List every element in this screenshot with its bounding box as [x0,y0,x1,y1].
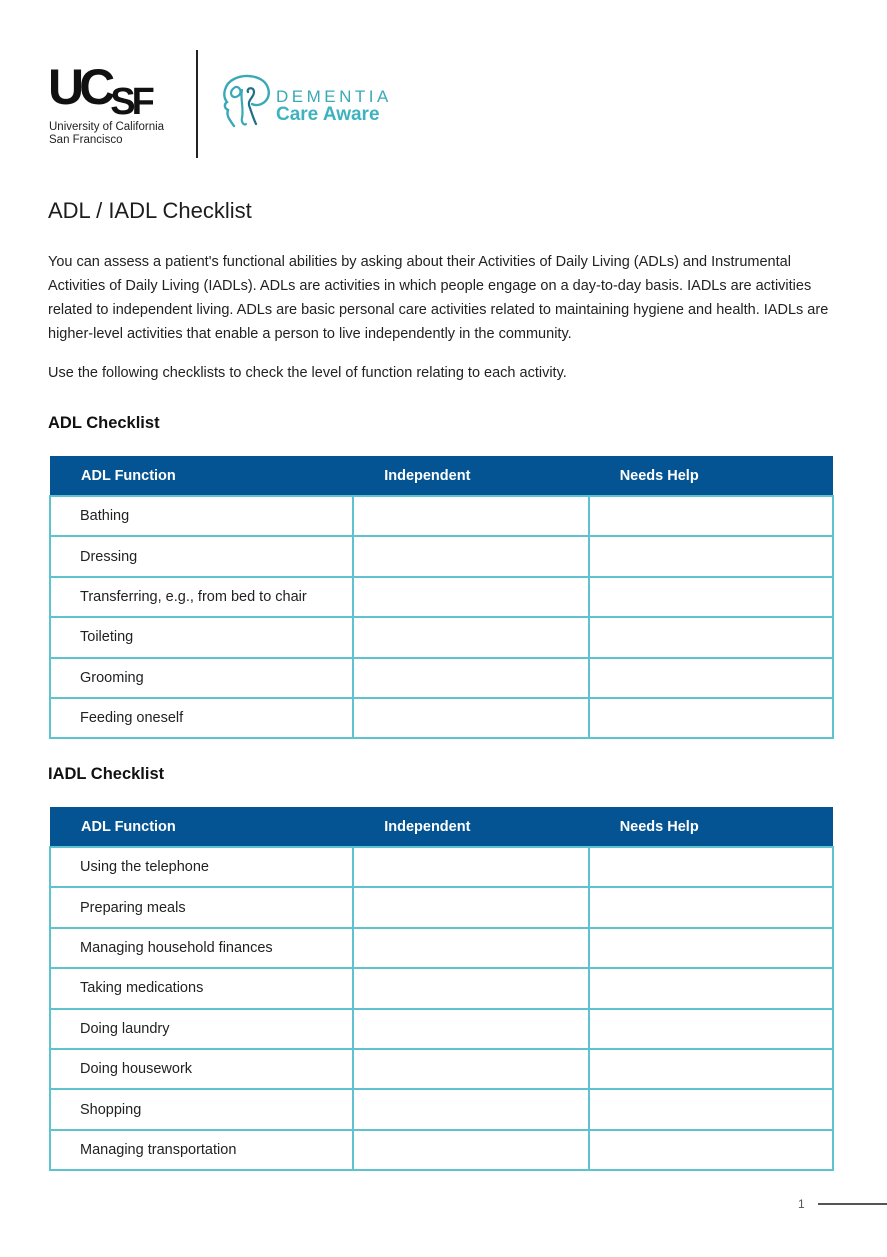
independent-cell[interactable] [353,1049,588,1089]
ucsf-line2: San Francisco [49,134,123,146]
dca-logo-line2: Care Aware [276,104,380,125]
activity-label: Doing laundry [50,1009,353,1049]
independent-cell[interactable] [353,1089,588,1129]
table-row [50,1089,833,1129]
independent-cell[interactable] [353,536,589,576]
dementia-care-aware-logo [220,74,420,130]
needs-help-cell[interactable] [589,577,833,617]
column-header-needs-help: Needs Help [589,456,833,496]
independent-cell[interactable] [353,1130,588,1170]
activity-label: Preparing meals [50,887,353,927]
independent-cell[interactable] [353,968,588,1008]
independent-cell[interactable] [353,1009,588,1049]
column-header-function: ADL Function [50,456,353,496]
table-row [50,496,833,536]
independent-cell[interactable] [353,617,589,657]
adl-checklist-heading: ADL Checklist [48,414,160,432]
column-header-needs-help: Needs Help [589,807,833,847]
activity-label: Toileting [50,617,353,657]
column-header-independent: Independent [353,456,589,496]
activity-label: Managing household finances [50,928,353,968]
independent-cell[interactable] [353,847,588,887]
logo-divider [196,50,198,158]
needs-help-cell[interactable] [589,1049,833,1089]
intro-paragraph: You can assess a patient's functional abilities by asking about their Activities of Daily Living (ADLs) and Instrumental Activities of Daily Living (IADLs). ADLs are activities in which people engage on a day-to-day basis. IADLs are activities related to independent living. ADLs are basic personal care activities related to maintaining hygiene and health. IADLs are higher-level activities that enable a person to live independently in the community. [48,254,829,342]
table-row [50,1009,833,1049]
table-row [50,698,833,738]
independent-cell[interactable] [353,658,589,698]
table-row [50,847,833,887]
needs-help-cell[interactable] [589,617,833,657]
needs-help-cell[interactable] [589,1089,833,1129]
table-row [50,577,833,617]
activity-label: Taking medications [50,968,353,1008]
ucsf-logo-uc: UC [48,59,111,115]
table-row [50,1049,833,1089]
activity-label: Using the telephone [50,847,353,887]
activity-label: Transferring, e.g., from bed to chair [50,577,353,617]
independent-cell[interactable] [353,577,589,617]
independent-cell[interactable] [353,698,589,738]
table-header-row [50,807,833,847]
needs-help-cell[interactable] [589,658,833,698]
ucsf-line1: University of California [49,121,165,133]
footer-rule [818,1203,887,1205]
page-number: 1 [798,1197,805,1211]
needs-help-cell[interactable] [589,968,833,1008]
needs-help-cell[interactable] [589,1130,833,1170]
iadl-checklist-table [49,807,834,1171]
head-profile-icon [220,74,272,130]
column-header-function: ADL Function [50,807,353,847]
activity-label: Grooming [50,658,353,698]
activity-label: Shopping [50,1089,353,1129]
table-header-row [50,456,833,496]
table-row [50,658,833,698]
table-row [50,1130,833,1170]
needs-help-cell[interactable] [589,887,833,927]
column-header-independent: Independent [353,807,588,847]
page-title: ADL / IADL Checklist [48,198,252,223]
iadl-checklist-heading: IADL Checklist [48,765,165,783]
activity-label: Feeding oneself [50,698,353,738]
activity-label: Doing housework [50,1049,353,1089]
table-row [50,617,833,657]
activity-label: Managing transportation [50,1130,353,1170]
table-row [50,968,833,1008]
adl-checklist-table [49,456,834,739]
page-header [48,48,448,160]
instruction-paragraph: Use the following checklists to check the level of function relating to each activity. [48,365,567,381]
needs-help-cell[interactable] [589,536,833,576]
table-row [50,536,833,576]
ucsf-logo-sf: SF [110,81,151,123]
needs-help-cell[interactable] [589,928,833,968]
ucsf-logo-text [49,121,164,147]
independent-cell[interactable] [353,928,588,968]
table-row [50,887,833,927]
independent-cell[interactable] [353,887,588,927]
independent-cell[interactable] [353,496,589,536]
needs-help-cell[interactable] [589,1009,833,1049]
needs-help-cell[interactable] [589,847,833,887]
table-row [50,928,833,968]
activity-label: Bathing [50,496,353,536]
needs-help-cell[interactable] [589,496,833,536]
dca-logo-line1: DEMENTIA [276,87,392,106]
needs-help-cell[interactable] [589,698,833,738]
activity-label: Dressing [50,536,353,576]
ucsf-logo [48,59,151,123]
